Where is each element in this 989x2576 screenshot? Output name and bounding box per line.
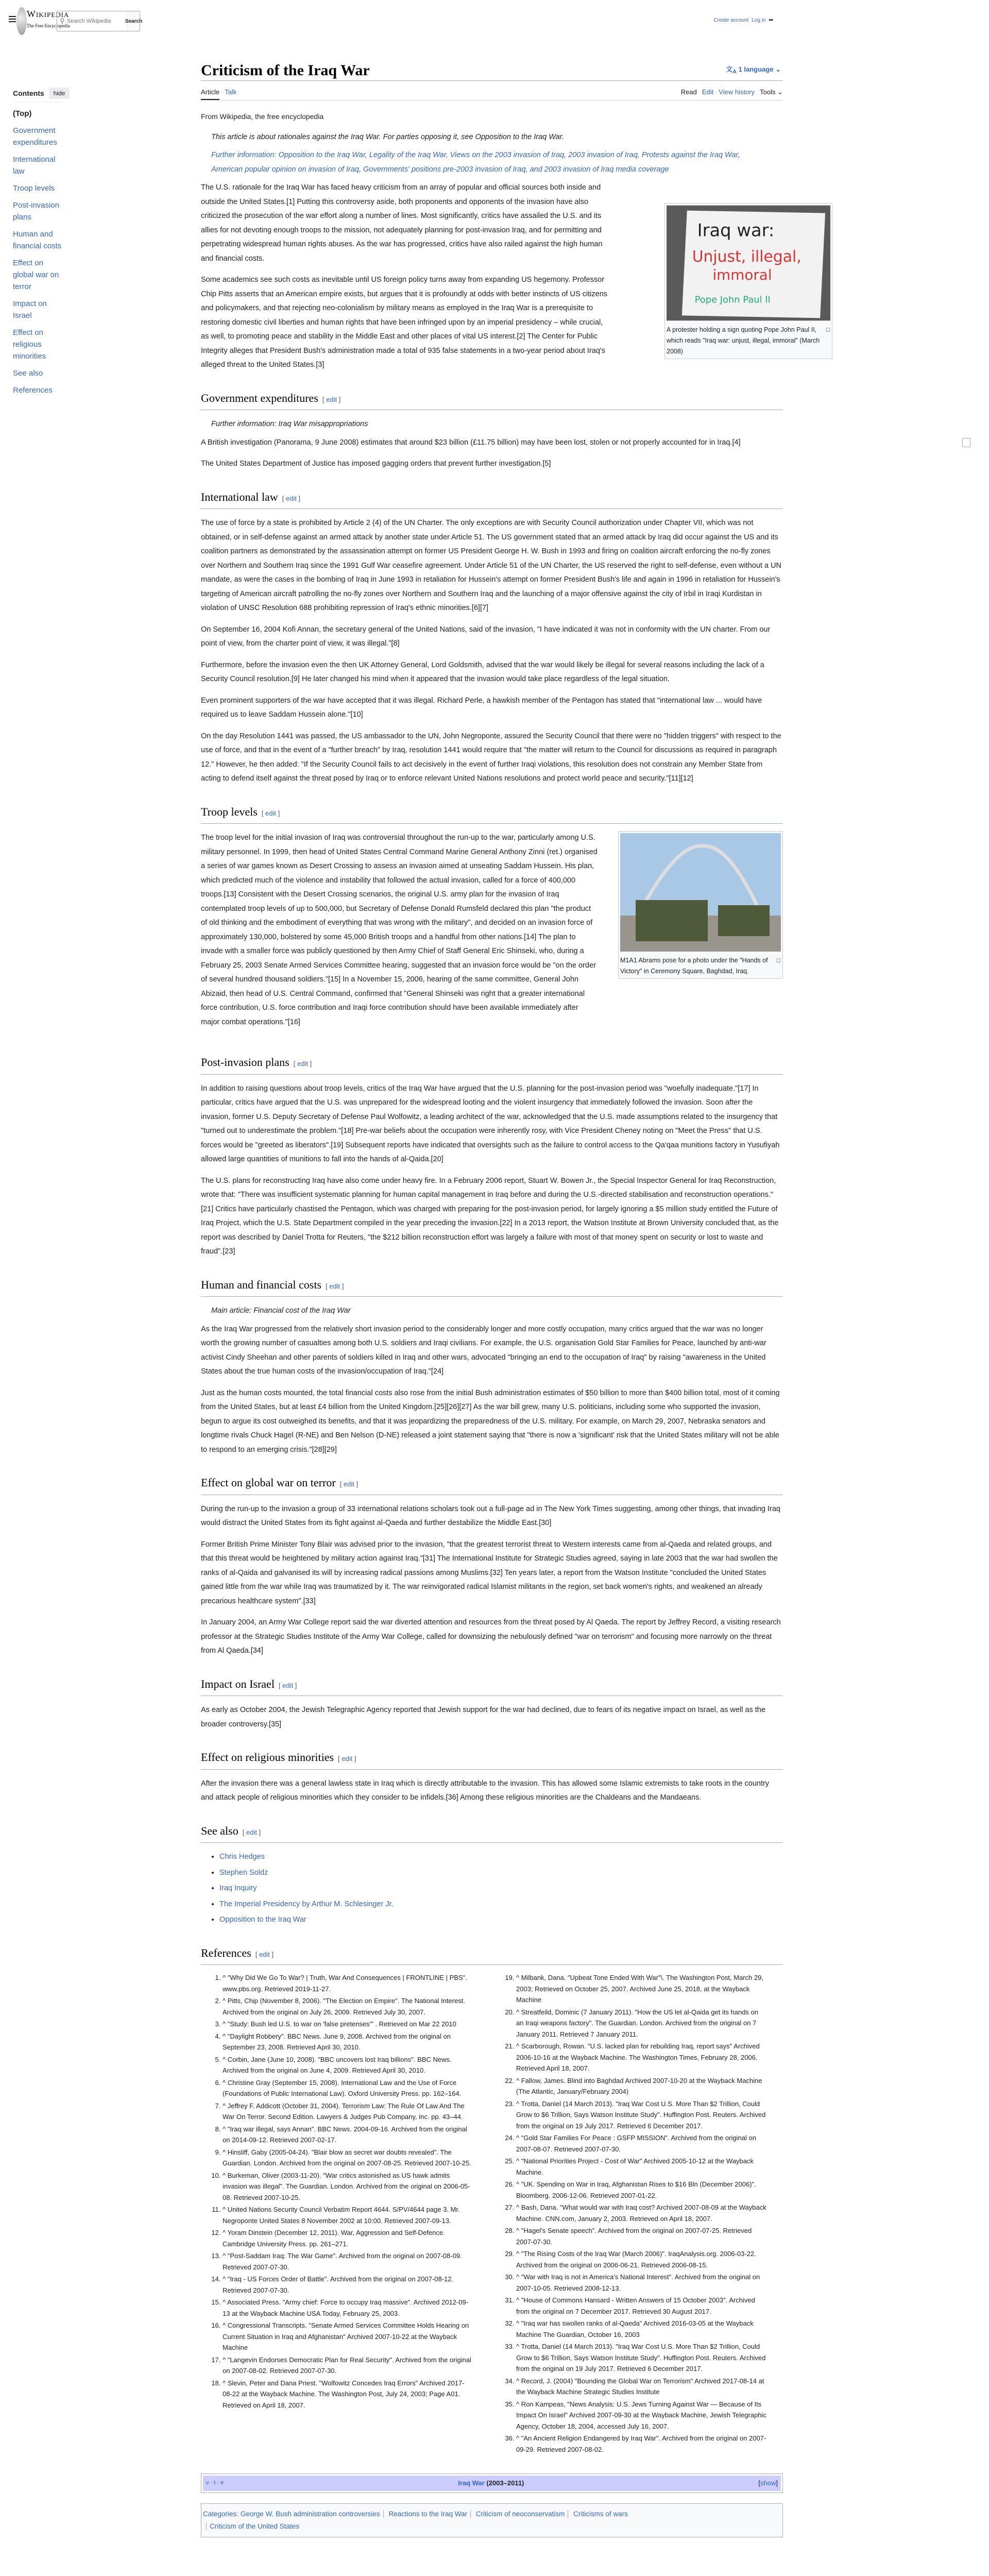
paragraph: On the day Resolution 1441 was passed, the US ambassador to the UN, John Negroponte, assured the Security Council that there were no "hidden triggers" with respect to the use of force, and that in the event of a "further breach" by Iraq, resolution 1441 would require that "the matter will return to the Council for discussions as required in paragraph 12." However, he then added: "If the Security Council fails to act decisively in the event of further Iraqi violations, this resolution does not constrain any Member State from acting to defend itself against the threat posed by Iraq or to enforce relevant United Nations resolutions and protect world peace and security."[11][12] xyxy=(201,732,781,783)
reference-item: 35. ^ Ron Kampeas, "News Analysis: U.S. Jews Turning Against War — Because of Its Impact On Israel" Archived 2007-09-30 at the Wayback Machine, Jewish Telegraphic Agency, October 18, 2004, accessed July 16, 2007. xyxy=(516,2399,768,2432)
see-also-link[interactable]: Stephen Soldz xyxy=(219,1868,268,1877)
figure-tanks xyxy=(618,831,783,979)
enlarge-icon[interactable]: ◻ xyxy=(776,957,781,963)
heading-text: Troop levels xyxy=(201,805,258,818)
more-options-icon[interactable]: ••• xyxy=(769,18,773,23)
sign-text: Pope John Paul II xyxy=(694,294,771,306)
reference-item: 5. ^ Corbin, Jane (June 10, 2008). "BBC uncovers lost Iraq billions". BBC News. Archived from the original on June 4, 2009. Retrieved April 30, 2010. xyxy=(223,2054,474,2076)
reference-item: 34. ^ Record, J. (2004) "Bounding the Global War on Terrorism" Archived 2017-08-14 at the Wayback Machine Strategic Studies Institute xyxy=(516,2376,768,2398)
toc-item[interactable]: (Top) xyxy=(13,109,32,118)
paragraph: Former British Prime Minister Tony Blair was advised prior to the invasion, "that the greatest terrorist threat to Western interests came from al-Qaeda and related groups, and that this threat would be heightened by military action against Iraq."[31] The International Institute for Strategic Studies agreed, saying in late 2003 that the war had swollen the ranks of al-Qaida and galvanised its will by increasing radical passions among Muslims.[32] Ten years later, a report from the Watson Institute "concluded the United States gained little from the war while Iraq was traumatized by it. The war reinvigorated radical Islamist militants in the region, set back women's rights, and weakened an already precarious healthcare system".[33] xyxy=(201,1540,778,1605)
toc-item[interactable]: Government expenditures xyxy=(13,126,57,147)
menu-icon[interactable] xyxy=(9,16,16,22)
paragraph: During the run-up to the invasion a group of 33 international relations scholars took out a full-page ad in The New York Times suggesting, among other things, that invading Iraq would distract the United States from its fight against al-Qaeda and further destabilize the Middle East.[30] xyxy=(201,1504,780,1527)
language-label: 1 language xyxy=(738,65,774,74)
edit-link[interactable]: edit xyxy=(343,1480,354,1488)
log-in-link[interactable]: Log in xyxy=(752,18,766,23)
paragraph: The United States Department of Justice has imposed gagging orders that prevent further investigation.[5] xyxy=(201,460,551,468)
language-button[interactable]: 文$_A$ 1 language ⌄ xyxy=(726,65,781,75)
search-input[interactable] xyxy=(67,18,127,24)
intro-paragraph: The U.S. rationale for the Iraq War has faced heavy criticism from an array of popular and official sources both inside and outside the United States.[1] Putting this controversy aside, both proponents and opponents of the invasion have also criticized the prosecution of the war effort along a number of lines. Most significantly, critics have assailed the U.S. and its allies for not devoting enough troops to the mission, not adequately planning for post-invasion Iraq, and for permitting and perpetrating widespread human rights abuses. As the war has progressed, critics have also railed against the high human and financial costs. xyxy=(201,183,603,263)
reference-item: 26. ^ "UK. Spending on War in Iraq, Afghanistan Rises to $16 Bln (December 2006)". Bloomberg. 2006-12-06. Retrieved 2007-01-22. xyxy=(516,2179,768,2201)
toc-item[interactable]: Effect on global war on terror xyxy=(13,259,59,291)
edit-link[interactable]: edit xyxy=(297,1060,308,1067)
reference-item: 14. ^ "Iraq - US Forces Order of Battle". Archived from the original on 2007-08-12. Retrieved 2007-07-30. xyxy=(223,2274,474,2296)
edit-link[interactable]: edit xyxy=(329,1282,340,1290)
toc-item[interactable]: Troop levels xyxy=(13,184,55,193)
reference-item: 25. ^ "National Priorities Project - Cost of War" Archived 2005-10-12 at the Wayback Machine. xyxy=(516,2156,768,2178)
heading-text: References xyxy=(201,1946,251,1959)
toc-hide-button[interactable]: hide xyxy=(49,88,70,99)
category-link[interactable]: Criticism of the United States xyxy=(210,2522,300,2530)
reference-item: 19. ^ Milbank, Dana. "Upbeat Tone Ended With War"\. The Washington Post, March 29, 2003; Retrieved on October 25, 2007. Archived June 25, 2018, at the Wayback Machine xyxy=(516,1972,768,2006)
reference-item: 3. ^ "Study: Bush led U.S. to war on 'false pretenses'" . Retrieved on Mar 22 2010 xyxy=(223,2019,474,2030)
heading-text: Effect on global war on terror xyxy=(201,1476,336,1489)
reference-item: 4. ^ "Daylight Robbery". BBC News. June 9, 2008. Archived from the original on September 23, 2008. Retrieved April 30, 2010. xyxy=(223,2031,474,2053)
reference-item: 8. ^ "Iraq war illegal, says Annan". BBC News. 2004-09-16. Archived from the original on 2014-09-12. Retrieved 2007-02-17. xyxy=(223,2124,474,2146)
section-heading: See also [ edit ] xyxy=(201,1824,783,1843)
tab-article[interactable]: Article xyxy=(201,88,219,100)
edit-link[interactable]: edit xyxy=(265,809,277,817)
reference-item: 27. ^ Bash, Dana. "What would war with Iraq cost? Archived 2007-08-09 at the Wayback Machine. CNN.com, January 2, 2003. Retrieved on April 18, 2007. xyxy=(516,2202,768,2224)
see-also-link[interactable]: The Imperial Presidency by Arthur M. Schlesinger Jr. xyxy=(219,1900,394,1908)
reference-item: 17. ^ "Langevin Endorses Democratic Plan for Real Security". Archived from the original on 2007-08-02. Retrieved 2007-07-30. xyxy=(223,2354,474,2377)
sign-text: immoral xyxy=(712,266,772,283)
paragraph: In January 2004, an Army War College report said the war diverted attention and resources from the threat posed by Al Qaeda. The report by Jeffrey Record, a visiting research professor at the Strategic Studies Institute of the Army War College, called for downsizing the nebulously defined "war on terrorism" and focusing more narrowly on the threat from Al Qaeda.[34] xyxy=(201,1618,781,1655)
section-heading: International law [ edit ] xyxy=(201,490,783,510)
toc-item[interactable]: References xyxy=(13,386,53,395)
reference-item: 22. ^ Fallow, James. Blind into Baghdad Archived 2007-10-20 at the Wayback Machine (The Atlantic, January/February 2004) xyxy=(516,2075,768,2097)
toc-item[interactable]: See also xyxy=(13,369,43,378)
reference-item: 36. ^ "An Ancient Religion Endangered by Iraq War". Archived from the original on 2007-09-29. Retrieved 2007-08-02. xyxy=(516,2433,768,2455)
edit-link[interactable]: edit xyxy=(246,1828,257,1836)
reference-item: 13. ^ "Post-Saddam Iraq: The War Game". Archived from the original on 2007-08-09. Retrieved 2007-07-30. xyxy=(223,2250,474,2273)
search-icon: ⚲ xyxy=(60,17,65,25)
toc-item[interactable]: Human and financial costs xyxy=(13,230,62,250)
tagline: The Free Encyclopedia xyxy=(27,23,70,28)
section-heading: Post-invasion plans [ edit ] xyxy=(201,1055,783,1075)
enlarge-icon[interactable]: ◻ xyxy=(825,327,830,333)
reference-item: 15. ^ Associated Press. "Army chief: Force to occupy Iraq massive". Archived 2012-09-13 at the Wayback Machine USA Today, February 25, 2003. xyxy=(223,2297,474,2319)
paragraph: As early as October 2004, the Jewish Telegraphic Agency reported that Jewish support for the war had declined, due to fears of its negative impact on Israel, as well as the broader controversy.[35] xyxy=(201,1706,765,1728)
appearance-toggle-icon[interactable] xyxy=(962,438,970,447)
tools-label: Tools xyxy=(760,88,776,96)
figure-caption: A protester holding a sign quoting Pope John Paul II, which reads "Iraq war: unjust, illegal, immoral" (March 2008) xyxy=(667,326,820,355)
paragraph: On September 16, 2004 Kofi Annan, the secretary general of the United Nations, said of the invasion, "I have indicated it was not in conformity with the UN charter. From our point of view, from the charter point of view, it was illegal."[8] xyxy=(201,625,771,648)
page-title: Criticism of the Iraq War xyxy=(201,62,370,79)
hatnote-main: Main article: Financial cost of the Iraq War xyxy=(211,1307,351,1315)
section-heading: Human and financial costs [ edit ] xyxy=(201,1278,783,1297)
navbox-vte[interactable]: v · t · e xyxy=(206,2480,224,2486)
reference-item: 10. ^ Burkeman, Oliver (2003-11-20). "War critics astonished as US hawk admits invasion was illegal". The Guardian. London. Archived from the original on 2006-05-08. Retrieved 2007-10-25. xyxy=(223,2170,474,2204)
reference-item: 33. ^ Trotta, Daniel (14 March 2013). "Iraq War Cost U.S. More Than $2 Trillion, Could Grow to $6 Trillion, Says Watson Institute Study". Huffington Post. Reuters. Archived from the original on 19 July 2017. Retrieved 6 December 2017. xyxy=(516,2341,768,2375)
paragraph: As the Iraq War progressed from the relatively short invasion period to the considerably longer and more costly occupation, many critics argued that the war was no longer worth the growing number of casualties among both U.S. soldiers and Iraqi civilians. For example, the U.S. organisation Gold Star Families for Peace, launched by anti-war activist Cindy Sheehan and other parents of soldiers killed in Iraq and other wars, advocated "bringing an end to the occupation of Iraq" by raising "awareness in the United States about the true human costs of the invasion/occupation of Iraq."[24] xyxy=(201,1325,766,1376)
edit-link[interactable]: edit xyxy=(282,1681,294,1689)
tanks-photo[interactable] xyxy=(620,833,781,952)
wikipedia-globe-logo[interactable] xyxy=(16,7,27,35)
reference-item: 1. ^ "Why Did We Go To War? | Truth, War And Consequences | FRONTLINE | PBS". www.pbs.org. Retrieved 2019-11-27. xyxy=(223,1972,474,1994)
reference-item: 2. ^ Pitts, Chip (November 8, 2006). "The Election on Empire". The National Interest. Archived from the original on July 26, 2009. Retrieved July 30, 2007. xyxy=(223,1995,474,2018)
paragraph: Just as the human costs mounted, the total financial costs also rose from the initial Bush administration estimates of $50 billion to more than $400 billion total, most of it coming from the United States, but at least £4 billion from the United Kingdom.[25][26][27] As the war bill grew, many U.S. politicians, including some who supported the invasion, begun to argue its cost outweighed its benefits, and that it was jeopardizing the preparedness of the U.S. military. For example, on March 29, 2007, Nebraska senators and longtime rivals Chuck Hagel (R-NE) and Ben Nelson (D-NE) released a joint statement saying that "there is now a 'significant' risk that the United States military will not be able to respond to an emerging crisis."[28][29] xyxy=(201,1388,780,1454)
reference-item: 30. ^ "War with Iraq is not in America's National Interest". Archived from the original on 2007-10-05. Retrieved 2008-12-13. xyxy=(516,2272,768,2294)
see-also-list xyxy=(219,1850,783,1927)
references-list xyxy=(201,1972,783,2456)
paragraph: In addition to raising questions about troop levels, critics of the Iraq War have argued that the U.S. planning for the post-invasion period was "woefully inadequate."[17] In particular, critics have argued that the U.S. was unprepared for the widespread looting and the violent insurgency that immediately followed the invasion. Soon after the invasion, former U.S. Deputy Secretary of Defense Paul Wolfowitz, a leading architect of the war, acknowledged that the U.S. made assumptions related to the insurgency that "turned out to underestimate the problem."[18] Pre-war beliefs about the occupation were inherently rosy, with Vice President Cheney noting on "Meet the Press" that U.S. forces would be "greeted as liberators".[19] Subsequent reports have indicated that oversights such as the failure to control access to the Qa'qaa munitions factory in Yusufiyah allowed large quantities of munitions to fall into the hands of al-Qaida.[20] xyxy=(201,1084,780,1163)
paragraph: The use of force by a state is prohibited by Article 2 (4) of the UN Charter. The only exceptions are with Security Council authorization under Chapter VII, which was not obtained, or in self-defense against an armed attack by another state under Article 51. The US government stated that an armed attack by Iraq did occur against the US and its coalition partners as demonstrated by the assassination attempt on former US President George H. W. Bush in 1993 and firing on coalition aircraft enforcing the no-fly zones over Northern and Southern Iraq since the 1991 Gulf War ceasefire agreement. Under Article 51 of the UN Charter, the US reserved the right to self-defense, even without a UN mandate, as were the cases in the bombing of Iraq in June 1993 in retaliation for Hussein's attempt on former President Bush's life and again in 1996 in retaliation for Hussein's targeting of American aircraft patrolling the no-fly zones over Northern and Southern Iraq and the launching of a major offensive against the city of Irbil in Iraqi Kurdistan in violation of UNSC Resolution 688 prohibiting repression of Iraq's ethnic minorities.[6][7] xyxy=(201,519,782,612)
create-account-link[interactable]: Create account xyxy=(713,18,749,23)
paragraph: After the invasion there was a general lawless state in Iraq which is directly attributable to the invasion. This has allowed some Islamic extremists to take roots in the country and attack people of religious minorities which they consider to be infidels.[36] Among these religious minorities are the Chaldeans and the Mandaeans. xyxy=(201,1779,770,1802)
heading-text: Post-invasion plans xyxy=(201,1056,289,1069)
reference-item: 16. ^ Congressional Transcripts. "Senate Armed Services Committee Holds Hearing on Current Situation in Iraq and Afghanistan" Archived 2007-10-22 at the Wayback Machine xyxy=(223,2320,474,2353)
reference-item: 21. ^ Scarborough, Rowan. "U.S. lacked plan for rebuilding Iraq, report says" Archived 2006-10-16 at the Wayback Machine. The Washington Times, February 28, 2006. Retrieved April 18, 2007. xyxy=(516,2041,768,2074)
intro-paragraph: Some academics see such costs as inevitable until US foreign policy turns away from expanding US hegemony. Professor Chip Pitts asserts that an American empire exists, but argues that it is profoundly at odds with better instincts of US citizens and policymakers, and that rejecting neo-colonialism by military means as employed in the Iraq War is a prerequisite to restoring domestic civil liberties and human rights that have been infringed upon by an imperial presidency – while crucial, as well, to promoting peace and stability in the Middle East and other places of vital US interest.[2] The Center for Public Integrity alleges that President Bush's administration made a total of 935 false statements in a two-year period about Iraq's alleged threat to the United States.[3] xyxy=(201,276,608,369)
reference-item: 31. ^ "House of Commons Hansard - Written Answers of 15 October 2003". Archived from the original on 7 December 2017. Retrieved 30 August 2017. xyxy=(516,2295,768,2317)
paragraph: The U.S. plans for reconstructing Iraq have also come under heavy fire. In a February 2006 report, Stuart W. Bowen Jr., the Special Inspector General for Iraq Reconstruction, wrote that: "There was insufficient systematic planning for human capital management in Iraq before and during the U.S.-directed stabilisation and reconstruction operations."[21] Critics have particularly chastised the Pentagon, which was charged with preparing for the post-invasion period, for largely ignoring a $5 million study entitled the Future of Iraq Project, which the U.S. State Department compiled in the year preceding the invasion.[22] In a 2013 report, the Watson Institute at Brown University concluded that, as the report was described by Daniel Trotta for Reuters, "the $212 billion reconstruction effort was largely a failure with most of that money spent on security or lost to waste and fraud".[23] xyxy=(201,1176,779,1256)
tab-edit[interactable]: Edit xyxy=(702,88,714,96)
reference-item: 29. ^ "The Rising Costs of the Iraq War (March 2006)". IraqAnalysis.org. 2006-03-22. Archived from the original on 2006-06-21. Retrieved 2006-08-15. xyxy=(516,2248,768,2270)
navbox-show-button[interactable]: show xyxy=(760,2479,776,2487)
toc-item[interactable]: Effect on religious minorities xyxy=(13,328,46,361)
reference-item: 18. ^ Slevin, Peter and Dana Priest. "Wolfowitz Concedes Iraq Errors" Archived 2017-08-22 at the Wayback Machine. The Washington Post, July 24, 2003; Page A01. Retrieved on April 18, 2007. xyxy=(223,2378,474,2411)
edit-link[interactable]: edit xyxy=(342,1755,353,1762)
reference-item: 6. ^ Christine Gray (September 15, 2008). International Law and the Use of Force (Foundations of Public International Law). Oxford University Press. pp. 162–164. xyxy=(223,2077,474,2099)
reference-item: 23. ^ Trotta, Daniel (14 March 2013). "Iraq War Cost U.S. More Than $2 Trillion, Could Grow to $6 Trillion, Says Watson Institute Study". Huffington Post. Reuters. Archived from the original on 19 July 2017. Retrieved 6 December 2017. xyxy=(516,2098,768,2132)
see-also-link[interactable]: Iraq Inquiry xyxy=(219,1884,257,1892)
figure-caption: M1A1 Abrams pose for a photo under the "Hands of Victory" in Ceremony Square, Baghdad, Iraq. xyxy=(620,957,768,975)
toc-item[interactable]: International law xyxy=(13,155,56,176)
edit-link[interactable]: edit xyxy=(285,494,297,502)
heading-text: Effect on religious minorities xyxy=(201,1751,334,1764)
wordmark[interactable]: Wikipedia xyxy=(27,9,70,19)
section-heading: Effect on global war on terror [ edit ] xyxy=(201,1476,783,1495)
tab-tools[interactable]: Tools ⌄ xyxy=(760,88,783,100)
heading-text: Human and financial costs xyxy=(201,1278,321,1291)
sign-text: Unjust, illegal, xyxy=(692,248,802,266)
article xyxy=(201,62,830,2537)
site-header xyxy=(0,0,989,36)
paragraph: A British investigation (Panorama, 9 June 2008) estimates that around $23 billion (£11.75 billion) may have been lost, stolen or not properly accounted for in Iraq.[4] xyxy=(201,438,741,447)
heading-text: Impact on Israel xyxy=(201,1677,275,1690)
reference-item: 9. ^ Hinsliff, Gaby (2005-04-24). "Blair blow as secret war doubts revealed". The Guardian. London. Archived from the original on 2007-08-25. Retrieved 2007-10-25. xyxy=(223,2147,474,2169)
tab-talk[interactable]: Talk xyxy=(225,88,237,96)
category-link[interactable]: George W. Bush administration controversies xyxy=(240,2510,380,2518)
categories-label[interactable]: Categories: xyxy=(203,2510,239,2518)
tab-read[interactable]: Read xyxy=(680,88,697,96)
see-also-link[interactable]: Opposition to the Iraq War xyxy=(219,1916,306,1924)
site-sub: From Wikipedia, the free encyclopedia xyxy=(201,112,324,121)
hatnote-about: This article is about rationales against the Iraq War. For parties opposing it, see Opposition to the Iraq War. xyxy=(211,132,565,141)
reference-item: 20. ^ Streatfeild, Dominic (7 January 2011). "How the US let al-Qaida get its hands on an Iraqi weapons factory". The Guardian. London. Archived from the original on 7 January 2011. Retrieved 7 January 2011. xyxy=(516,2007,768,2040)
reference-item: 11. ^ United Nations Security Council Verbatim Report 4644. S/PV/4644 page 3. Mr. Negroponte United States 8 November 2002 at 10:00. Retrieved 2007-09-13. xyxy=(223,2204,474,2226)
category-link[interactable]: Criticisms of wars xyxy=(573,2510,628,2518)
heading-text: Government expenditures xyxy=(201,391,318,404)
figure-protester xyxy=(664,203,832,359)
heading-text: See also xyxy=(201,1824,238,1837)
category-link[interactable]: Criticism of neoconservatism xyxy=(475,2510,565,2518)
search-button[interactable]: Search xyxy=(127,11,140,31)
tab-view-history[interactable]: View history xyxy=(719,88,755,96)
reference-item: 32. ^ "Iraq war has swollen ranks of al-Qaeda" Archived 2016-03-05 at the Wayback Machine The Guardian, October 16, 2003 xyxy=(516,2318,768,2340)
search-box xyxy=(57,11,143,31)
navbox-iraq-war: v · t · e Iraq War (2003–2011) [show] xyxy=(201,2473,783,2493)
hatnote-further: Further information: Opposition to the Iraq War, Legality of the Iraq War, Views on the 2003 invasion of Iraq, 2003 invasion of Iraq, Protests against the Iraq War, American popular opinion on invasion of Iraq, Governments' positions pre-2003 invasion of Iraq, and 2003 invasion of Iraq media coverage xyxy=(211,151,740,174)
protester-sign-image[interactable] xyxy=(667,205,830,321)
paragraph: The troop level for the initial invasion of Iraq was controversial throughout the run-up to the war, particularly among U.S. military personnel. In 1999, then head of United States Central Command Marine General Anthony Zinni (ret.) organised a series of war games known as Desert Crossing to assess an invasion aimed at unseating Saddam Hussein. His plan, which predicted much of the violence and instability that followed the actual invasion, called for a force of 400,000 troops.[13] Consistent with the Desert Crossing scenarios, the original U.S. army plan for the invasion of Iraq contemplated troop levels of up to 500,000, but Secretary of Defense Donald Rumsfeld declared this plan "the product of old thinking and the embodiment of everything that was wrong with the military", and decided on an invasion force of approximately 130,000, bolstered by some 45,000 British troops and a handful from other nations.[14] The plan to invade with a smaller force was publicly questioned by then Army Chief of Staff General Eric Shinseki, who, during a February 25, 2003 Senate Armed Services Committee hearing, suggested that an invasion force would be "on the order of several hundred thousand soldiers."[15] In a November 15, 2006, hearing of the same committee, General John Abizaid, then head of U.S. Central Command, confirmed that "General Shinseki was right that a greater international force contribution, U.S. force contribution and Iraqi force contribution should have been available immediately after major combat operations."[16] xyxy=(201,834,598,1026)
reference-item: 7. ^ Jeffrey F. Addicott (October 31, 2004). Terrorism Law: The Rule Of Law And The War On Terror. Second Edition. Lawyers & Judges Pub Company, inc. pp. 43–44. xyxy=(223,2100,474,2123)
edit-link[interactable]: edit xyxy=(259,1950,270,1958)
edit-link[interactable]: edit xyxy=(326,395,337,403)
table-of-contents xyxy=(13,88,65,396)
reference-item: 28. ^ "Hagel's Senate speech". Archived from the original on 2007-07-25. Retrieved 2007-07-30. xyxy=(516,2225,768,2247)
toc-title: Contents xyxy=(13,89,44,97)
reference-item: 12. ^ Yoram Dinstein (December 12, 2011). War, Aggression and Self-Defence. Cambridge University Press. pp. 261–271. xyxy=(223,2227,474,2249)
paragraph: Furthermore, before the invasion even the then UK Attorney General, Lord Goldsmith, advised that the war would likely be illegal for several reasons including the lack of a Security Council resolution.[9] He later changed his mind when it appeared that the invasion would take place regardless of the legal situation. xyxy=(201,660,764,683)
section-heading: Troop levels [ edit ] xyxy=(201,805,783,824)
toc-item[interactable]: Impact on Israel xyxy=(13,299,47,320)
categories-box xyxy=(201,2503,783,2537)
reference-item: 24. ^ "Gold Star Families For Peace : GSFP MISSION". Archived from the original on 2007-08-07. Retrieved 2007-07-30. xyxy=(516,2132,768,2155)
toc-item[interactable]: Post-invasion plans xyxy=(13,201,60,222)
user-links xyxy=(713,18,773,23)
section-heading: Government expenditures [ edit ] xyxy=(201,391,783,411)
paragraph: Even prominent supporters of the war have accepted that it was illegal. Richard Perle, a hawkish member of the Pentagon has stated that "international law ... would have required us to leave Saddam Hussein alone."[10] xyxy=(201,696,762,719)
heading-text: International law xyxy=(201,490,278,503)
section-heading: Impact on Israel [ edit ] xyxy=(201,1677,783,1697)
category-link[interactable]: Reactions to the Iraq War xyxy=(388,2510,468,2518)
navbox-years: (2003–2011) xyxy=(486,2479,524,2487)
section-heading: References [ edit ] xyxy=(201,1946,783,1965)
see-also-link[interactable]: Chris Hedges xyxy=(219,1853,265,1861)
sign-text: Iraq war: xyxy=(697,220,775,241)
section-heading: Effect on religious minorities [ edit ] xyxy=(201,1750,783,1770)
hatnote-further: Further information: Iraq War misappropriations xyxy=(211,420,368,428)
navbox-title-link[interactable]: Iraq War xyxy=(458,2479,485,2487)
